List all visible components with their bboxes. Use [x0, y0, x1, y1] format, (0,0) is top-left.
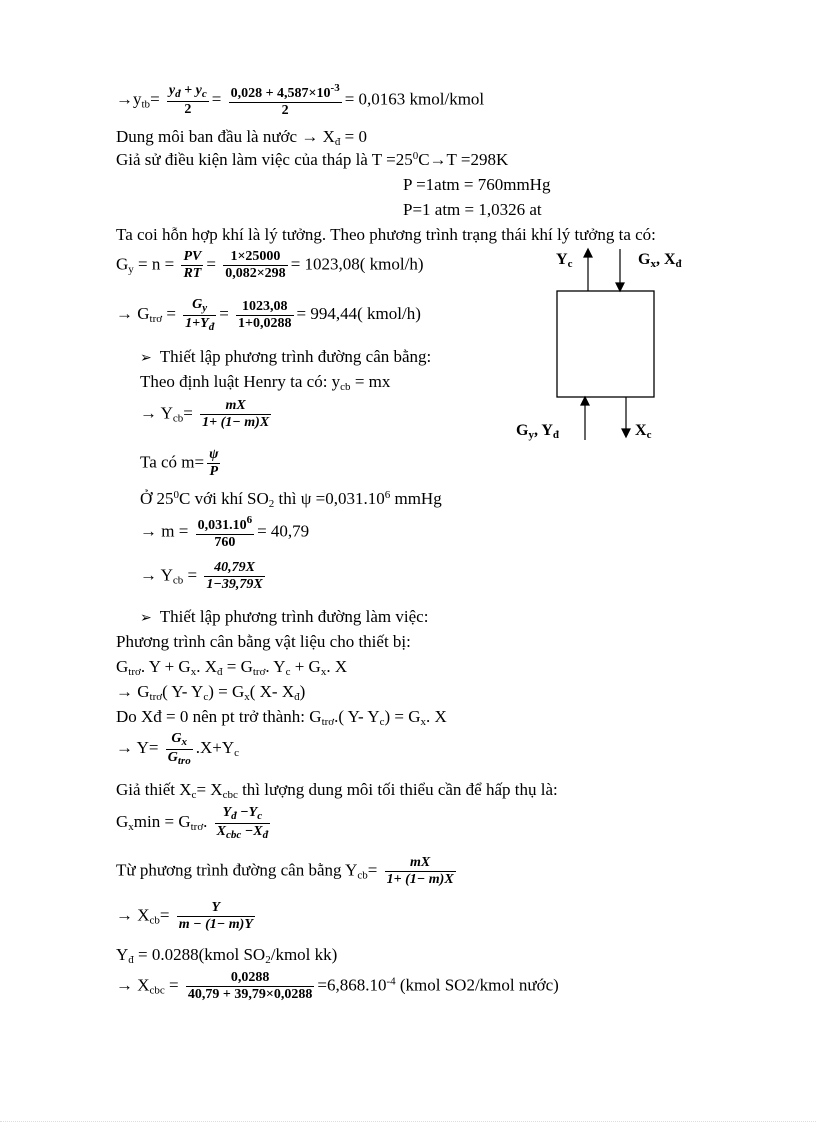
text-line: $G_{trơ}$. $Y + G_x$. $X_đ = G_{trơ}$. $Y_c + G_x$. X [116, 657, 348, 678]
eq-y-line: → Y= $\frac{G_x}{G_{tro}}$ $.X+Y_c$ [116, 731, 239, 767]
fraction: $\frac{0,028 + 4,587\times 10^{-3}}{2}$ [230, 82, 340, 119]
absorber-column-drawing [510, 245, 680, 450]
section-heading: ➢ Thiết lập phương trình đường cân bằng: [140, 347, 432, 366]
text-line: Giả thiết $X_c= X_{cbc}$ thì lượng dung môi tối thiểu cần để hấp thụ là: [116, 780, 558, 801]
eq-xcbc: → $X_{cbc}$ = $\frac{0,0288}{40,79 + 39,79\times 0,0288}$ $=6,868.10^{-4}$ (kmol SO2/kmol nước) [116, 970, 559, 1003]
eq-xcb: → $X_{cb}=$ $\frac{Y}{m - (1- m)Y}$ [116, 900, 253, 933]
eq-gxmin: $G_x\min = G_{trơ}$. $\frac{Y_đ -Y_c}{X_{cbc} -X_đ}$ [116, 805, 269, 841]
text-line: P=1 atm = 1,0326 at [403, 200, 542, 219]
text-line: P =1atm = 760mmHg [403, 175, 551, 194]
eq-gtro: → $G_{trơ}$ = $\frac{G_y}{1+Y_đ}$ = $\frac{1023,08}{1+0,0288}$ = 994,44( kmol/h) [116, 297, 421, 333]
text-line: $Y_đ$ = 0.0288(kmol $SO_2$/kmol kk) [116, 945, 338, 966]
label-gx-xd: $G_x$, $X_đ$ [638, 251, 682, 270]
text-line: Ở $25^0C$ với khí $SO_2$ thì $\psi =0,031.10^6$ mmHg [140, 489, 442, 510]
column-box [557, 291, 654, 397]
arrow-up-bottom [581, 397, 589, 440]
eq-m: Ta có m= $\frac{\psi}{P}$ [140, 447, 219, 480]
eq-ycb-ref: Từ phương trình đường cân bằng $Y_{cb}=$ $\frac{mX}{1+ (1- m)X}$ [116, 855, 454, 888]
eq-ycb: → $Y_{cb}=$ $\frac{mX}{1+ (1- m)X}$ [140, 398, 270, 431]
fraction: $\frac{y_đ + y_c}{2}$ [168, 83, 207, 117]
section-heading: ➢ Thiết lập phương trình đường làm việc: [140, 607, 429, 626]
text-line: Phương trình cân bằng vật liệu cho thiết bị: [116, 632, 411, 651]
text-line: → $G_{trơ}$( Y- $Y_c) = G_x$( X- $X_đ$) [116, 682, 306, 703]
eq-gy: $G_y = n$ = $\frac{PV}{RT}$ = $\frac{1\times 25000}{0,082\times 298}$ = 1023,08( kmol/h) [116, 249, 424, 282]
label-gy-yd: $G_y$, $Y_đ$ [516, 422, 560, 441]
text-line: Theo định luật Henry ta có: $y_{cb}$ = mx [140, 372, 391, 393]
arrow-down-top [616, 249, 624, 291]
eq-ycb-value: → $Y_{cb}$ = $\frac{40,79X}{1-39,79X}$ [140, 560, 263, 593]
text-line: Giả sử điều kiện làm việc của tháp là $T =25^0C\to T =298K$ [116, 150, 509, 169]
arrow-bullet-icon: ➢ [140, 611, 152, 626]
arrow-bullet-icon: ➢ [140, 351, 152, 366]
arrow-down-bottom [622, 397, 630, 437]
label-xc: $X_c$ [635, 422, 652, 441]
text-line: Ta coi hỗn hợp khí là lý tưởng. Theo phương trình trạng thái khí lý tưởng ta có: [116, 225, 656, 244]
text-line: Do Xđ = 0 nên pt trở thành: $G_{trơ}$.( Y- $Y_c) = G_x$. X [116, 707, 447, 728]
eq-m-value: → m = $\frac{0,031.10^6}{760}$ = 40,79 [140, 514, 310, 551]
page-edge [0, 1121, 816, 1122]
absorber-diagram [510, 245, 680, 450]
text-line: Dung môi ban đầu là nước → $X_đ = 0$ [116, 127, 367, 148]
label-yc: $Y_c$ [556, 251, 573, 270]
eq-y-tb: $\to y_{tb}=$ $\frac{y_đ + y_c}{2}$ = $\frac{0,028 + 4,587\times 10^{-3}}{2}$ = 0,0163 kmol/kmol [116, 82, 485, 119]
arrow-up-top [584, 249, 592, 291]
